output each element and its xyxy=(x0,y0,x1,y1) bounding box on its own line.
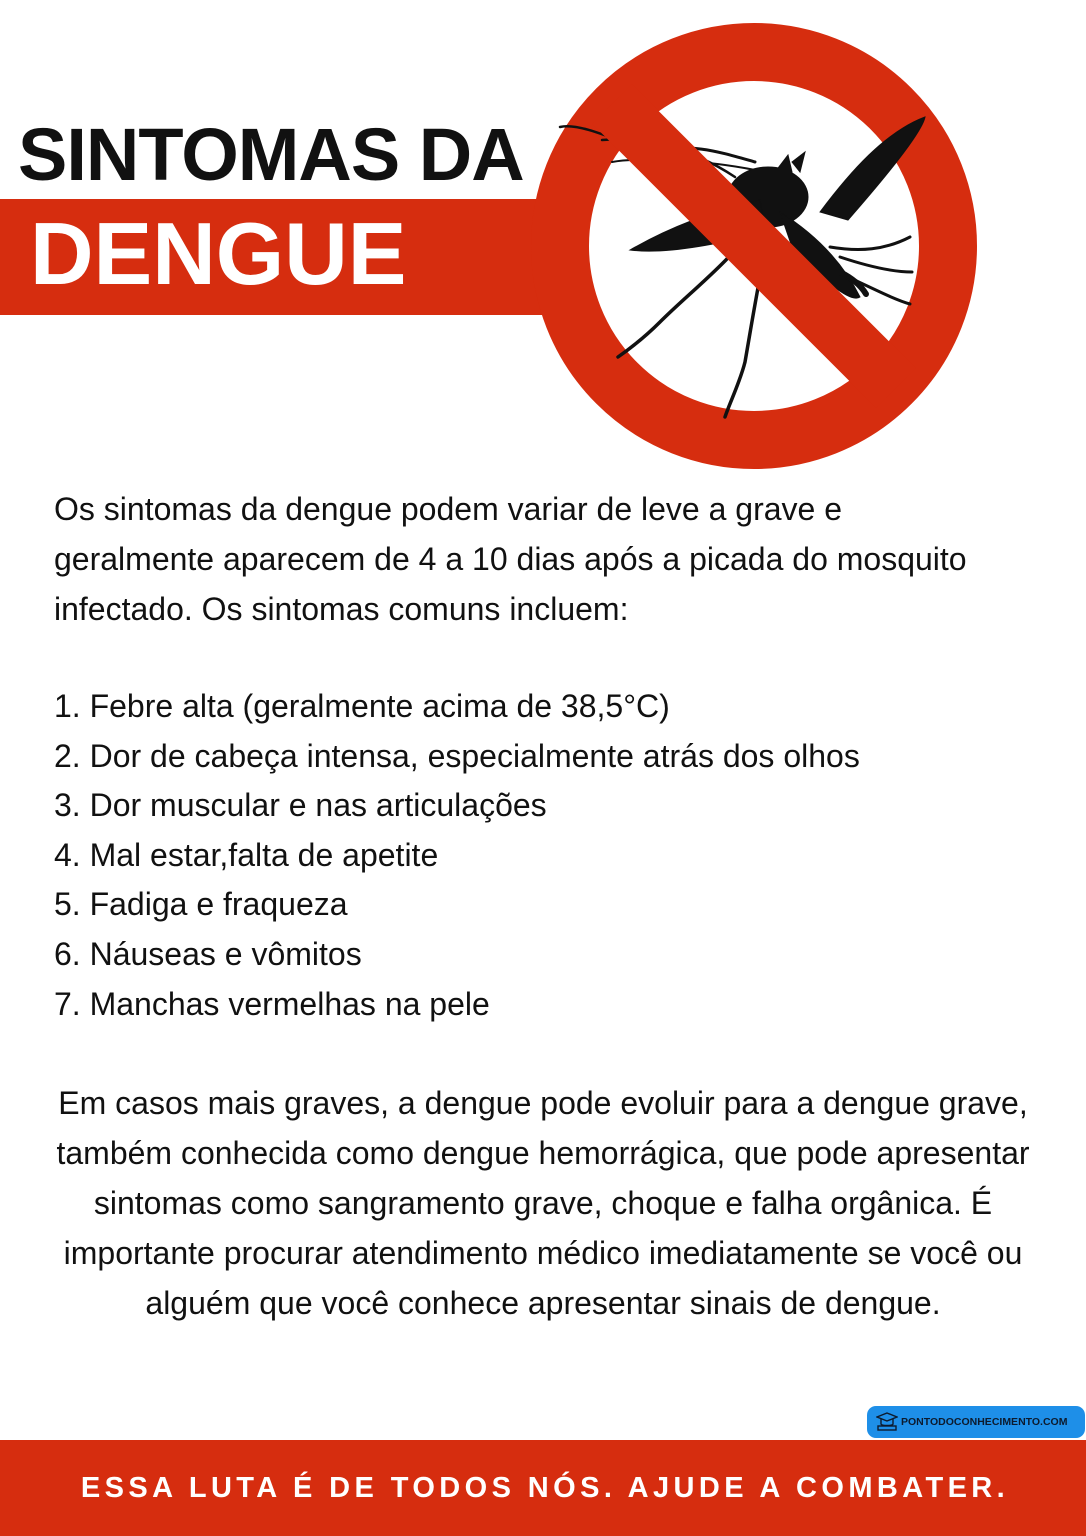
list-item: 3. Dor muscular e nas articulações xyxy=(54,787,547,824)
footer-banner xyxy=(0,1440,1086,1536)
intro-paragraph: Os sintomas da dengue podem variar de leve a grave e geralmente aparecem de 4 a 10 dias após a picada do mosquito infectado. Os sintomas comuns incluem: xyxy=(54,491,967,627)
title-line-2: DENGUE xyxy=(30,204,407,303)
list-item: 6. Náuseas e vômitos xyxy=(54,935,362,972)
list-item: 2. Dor de cabeça intensa, especialmente atrás dos olhos xyxy=(54,737,860,774)
graduation-cap-icon xyxy=(876,1412,898,1432)
no-mosquito-sign-icon xyxy=(530,22,978,470)
badge-text: PONTODOCONHECIMENTO.COM xyxy=(901,1416,1068,1428)
closing-paragraph: Em casos mais graves, a dengue pode evoluir para a dengue grave, também conhecida como dengue hemorrágica, que pode apresentar sintomas como sangramento grave, choque e falha orgânica. É importante procurar atendimento médico imediatamente se você ou alguém que você conhece apresentar sinais de dengue. xyxy=(56,1085,1030,1321)
list-item: 4. Mal estar,falta de apetite xyxy=(54,836,439,873)
list-item: 5. Fadiga e fraqueza xyxy=(54,886,348,923)
list-item: 1. Febre alta (geralmente acima de 38,5°C) xyxy=(54,688,670,724)
site-badge-link[interactable] xyxy=(867,1406,1085,1438)
symptom-list xyxy=(54,682,1034,1029)
list-item: 7. Manchas vermelhas na pele xyxy=(54,985,490,1022)
title-line-1: SINTOMAS DA xyxy=(18,113,524,196)
footer-text: ESSA LUTA É DE TODOS NÓS. AJUDE A COMBATER. xyxy=(80,1471,1010,1504)
